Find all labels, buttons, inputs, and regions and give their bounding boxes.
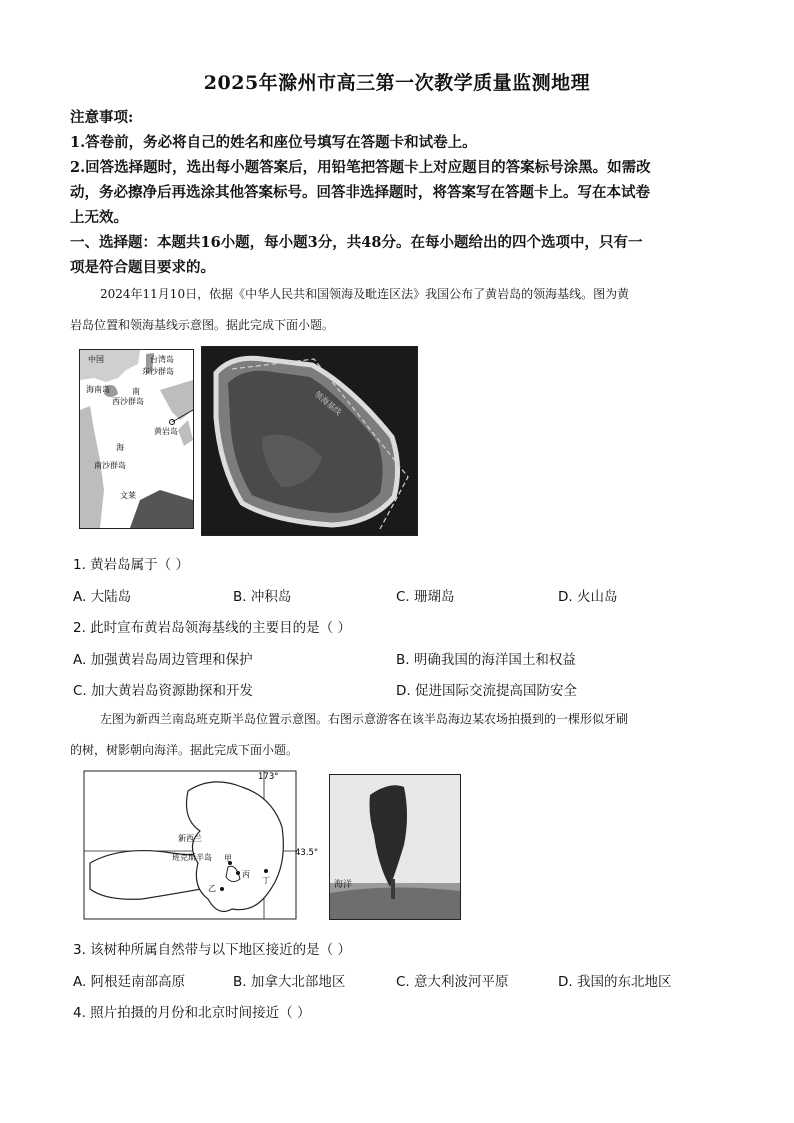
- map2-label-bing: 丙: [242, 870, 250, 879]
- q2-stem: 2. 此时宣布黄岩岛领海基线的主要目的是（ ）: [73, 620, 351, 636]
- passage-2-cont: 的树，树影朝向海洋。据此完成下面小题。: [70, 743, 299, 757]
- page-title: 2025年滁州市高三第一次教学质量监测地理: [203, 72, 591, 94]
- map-label-xisha: 西沙群岛: [112, 397, 144, 406]
- map-label-brunei: 文莱: [120, 491, 136, 500]
- map-label-huangyan: 黄岩岛: [154, 427, 178, 436]
- notice-item-1: 1.答卷前，务必将自己的姓名和座位号填写在答题卡和试卷上。: [70, 134, 477, 151]
- passage-2: 左图为新西兰南岛班克斯半岛位置示意图。右图示意游客在该半岛海边某农场拍摄到的一棵形似牙刷: [100, 712, 629, 726]
- map-label-hai: 海: [116, 443, 124, 452]
- map-label-china: 中国: [88, 355, 104, 364]
- map-label-nansha: 南沙群岛: [94, 461, 126, 470]
- map2-label-ding: 丁: [262, 876, 270, 885]
- map2-label-nz: 新西兰: [178, 834, 202, 843]
- passage-1-cont: 岩岛位置和领海基线示意图。据此完成下面小题。: [70, 318, 335, 332]
- map-huangyan-location: [79, 349, 194, 529]
- q3-option-c[interactable]: C. 意大利波河平原: [396, 974, 509, 990]
- map2-lat-label: 43.5°: [295, 848, 319, 858]
- map2-label-jia: 甲: [224, 854, 232, 863]
- map2-label-banks: 班克斯半岛: [172, 853, 212, 862]
- notice-item-2-cont: 动，务必擦净后再选涂其他答案标号。回答非选择题时，将答案写在答题卡上。写在本试卷: [70, 184, 650, 201]
- q3-option-a[interactable]: A. 阿根廷南部高原: [73, 974, 186, 990]
- map-label-hainan: 海南岛: [86, 385, 110, 394]
- section-heading: 一、选择题：本题共16小题，每小题3分，共48分。在每小题给出的四个选项中，只有一: [70, 234, 643, 251]
- map-label-nan: 南: [132, 387, 140, 396]
- photo-baseline: [201, 346, 418, 536]
- q3-stem: 3. 该树种所属自然带与以下地区接近的是（ ）: [73, 942, 351, 958]
- map2-label-yi: 乙: [208, 884, 216, 893]
- q4-stem: 4. 照片拍摄的月份和北京时间接近（ ）: [73, 1005, 311, 1021]
- q2-option-c[interactable]: C. 加大黄岩岛资源勘探和开发: [73, 683, 254, 699]
- photo-toothbrush-tree: [329, 774, 461, 920]
- notice-item-2: 2.回答选择题时，选出每小题答案后，用铅笔把答题卡上对应题目的答案标号涂黑。如需改: [70, 159, 651, 176]
- map-banks-peninsula: [82, 767, 322, 923]
- notice-item-2-end: 上无效。: [70, 209, 128, 226]
- section-heading-cont: 项是符合题目要求的。: [70, 259, 215, 276]
- notice-heading: 注意事项:: [70, 109, 134, 126]
- q3-option-b[interactable]: B. 加拿大北部地区: [233, 974, 346, 990]
- passage-1: 2024年11月10日，依据《中华人民共和国领海及毗连区法》我国公布了黄岩岛的领海基线。图为黄: [100, 287, 630, 301]
- q2-option-d[interactable]: D. 促进国际交流提高国防安全: [396, 683, 577, 699]
- map2-lon-label: 173°: [258, 772, 279, 782]
- photo-label-baseline: 领海基线: [312, 389, 344, 418]
- q2-option-b[interactable]: B. 明确我国的海洋国土和权益: [396, 652, 576, 668]
- q1-option-b[interactable]: B. 冲积岛: [233, 589, 292, 605]
- q2-option-a[interactable]: A. 加强黄岩岛周边管理和保护: [73, 652, 253, 668]
- map-label-dongsha: 东沙群岛: [142, 367, 174, 376]
- map-label-taiwan: 台湾岛: [150, 355, 174, 364]
- q3-option-d[interactable]: D. 我国的东北地区: [558, 974, 672, 990]
- q1-stem: 1. 黄岩岛属于（ ）: [73, 557, 189, 573]
- photo-label-ocean: 海洋: [334, 880, 353, 890]
- q1-option-d[interactable]: D. 火山岛: [558, 589, 618, 605]
- q1-option-c[interactable]: C. 珊瑚岛: [396, 589, 455, 605]
- q1-option-a[interactable]: A. 大陆岛: [73, 589, 132, 605]
